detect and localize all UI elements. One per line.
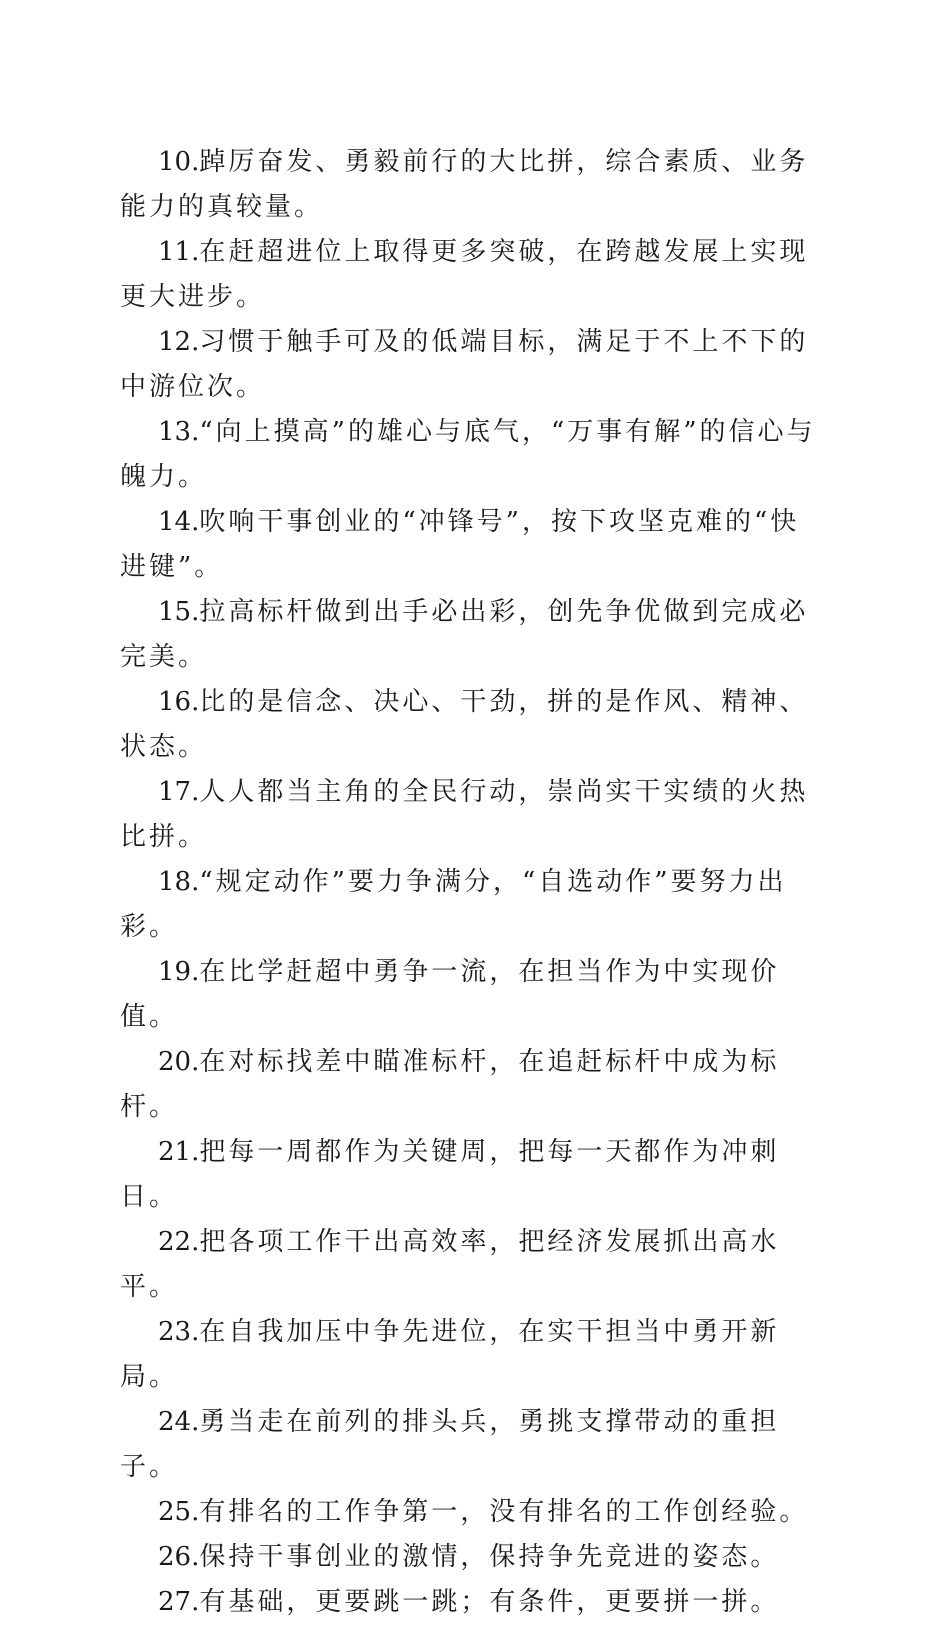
- list-item-27: [120, 1580, 828, 1625]
- list-item-26: [120, 1535, 828, 1580]
- item-text: 在比学赶超中勇争一流，在担当作为中实现价值。: [120, 957, 780, 1032]
- item-text: 吹响干事创业的“冲锋号”，按下攻坚克难的“快进键”。: [120, 507, 800, 582]
- item-number: 23.: [158, 1317, 200, 1347]
- item-text: 在赶超进位上取得更多突破，在跨越发展上实现更大进步。: [120, 237, 809, 312]
- item-text: 把每一周都作为关键周，把每一天都作为冲刺日。: [120, 1137, 780, 1212]
- list-item-21: [120, 1130, 828, 1220]
- list-item-23: [120, 1310, 828, 1400]
- item-number: 21.: [158, 1137, 200, 1167]
- item-list: [120, 140, 828, 1625]
- list-item-22: [120, 1220, 828, 1310]
- item-number: 12.: [158, 327, 200, 357]
- list-item-18: [120, 860, 828, 950]
- item-number: 15.: [158, 597, 200, 627]
- item-text: 把各项工作干出高效率，把经济发展抓出高水平。: [120, 1227, 780, 1302]
- item-number: 20.: [158, 1047, 200, 1077]
- item-text: “规定动作”要力争满分，“自选动作”要努力出彩。: [120, 867, 787, 942]
- list-item-16: [120, 680, 828, 770]
- item-number: 11.: [158, 237, 200, 267]
- item-text: 勇当走在前列的排头兵，勇挑支撑带动的重担子。: [120, 1407, 780, 1482]
- list-item-10: [120, 140, 828, 230]
- list-item-20: [120, 1040, 828, 1130]
- item-text: 踔厉奋发、勇毅前行的大比拼，综合素质、业务能力的真较量。: [120, 147, 809, 222]
- item-number: 24.: [158, 1407, 200, 1437]
- item-number: 18.: [158, 867, 200, 897]
- item-number: 26.: [158, 1542, 200, 1572]
- item-number: 25.: [158, 1497, 200, 1527]
- item-number: 17.: [158, 777, 200, 807]
- item-text: 有基础，更要跳一跳；有条件，更要拼一拼。: [199, 1587, 780, 1617]
- list-item-17: [120, 770, 828, 860]
- item-text: “向上摸高”的雄心与底气，“万事有解”的信心与魄力。: [120, 417, 816, 492]
- item-number: 22.: [158, 1227, 200, 1257]
- item-text: 保持干事创业的激情，保持争先竞进的姿态。: [199, 1542, 780, 1572]
- item-number: 10.: [158, 147, 200, 177]
- item-number: 27.: [158, 1587, 200, 1617]
- list-item-12: [120, 320, 828, 410]
- item-text: 比的是信念、决心、干劲，拼的是作风、精神、状态。: [120, 687, 809, 762]
- list-item-24: [120, 1400, 828, 1490]
- item-number: 19.: [158, 957, 200, 987]
- item-number: 13.: [158, 417, 200, 447]
- item-text: 人人都当主角的全民行动，崇尚实干实绩的火热比拼。: [120, 777, 809, 852]
- item-text: 习惯于触手可及的低端目标，满足于不上不下的中游位次。: [120, 327, 809, 402]
- item-number: 14.: [158, 507, 200, 537]
- list-item-11: [120, 230, 828, 320]
- item-text: 在自我加压中争先进位，在实干担当中勇开新局。: [120, 1317, 780, 1392]
- item-text: 在对标找差中瞄准标杆，在追赶标杆中成为标杆。: [120, 1047, 780, 1122]
- item-text: 有排名的工作争第一，没有排名的工作创经验。: [199, 1497, 809, 1527]
- list-item-25: [120, 1490, 828, 1535]
- list-item-19: [120, 950, 828, 1040]
- list-item-15: [120, 590, 828, 680]
- list-item-13: [120, 410, 828, 500]
- list-item-14: [120, 500, 828, 590]
- item-number: 16.: [158, 687, 200, 717]
- item-text: 拉高标杆做到出手必出彩，创先争优做到完成必完美。: [120, 597, 809, 672]
